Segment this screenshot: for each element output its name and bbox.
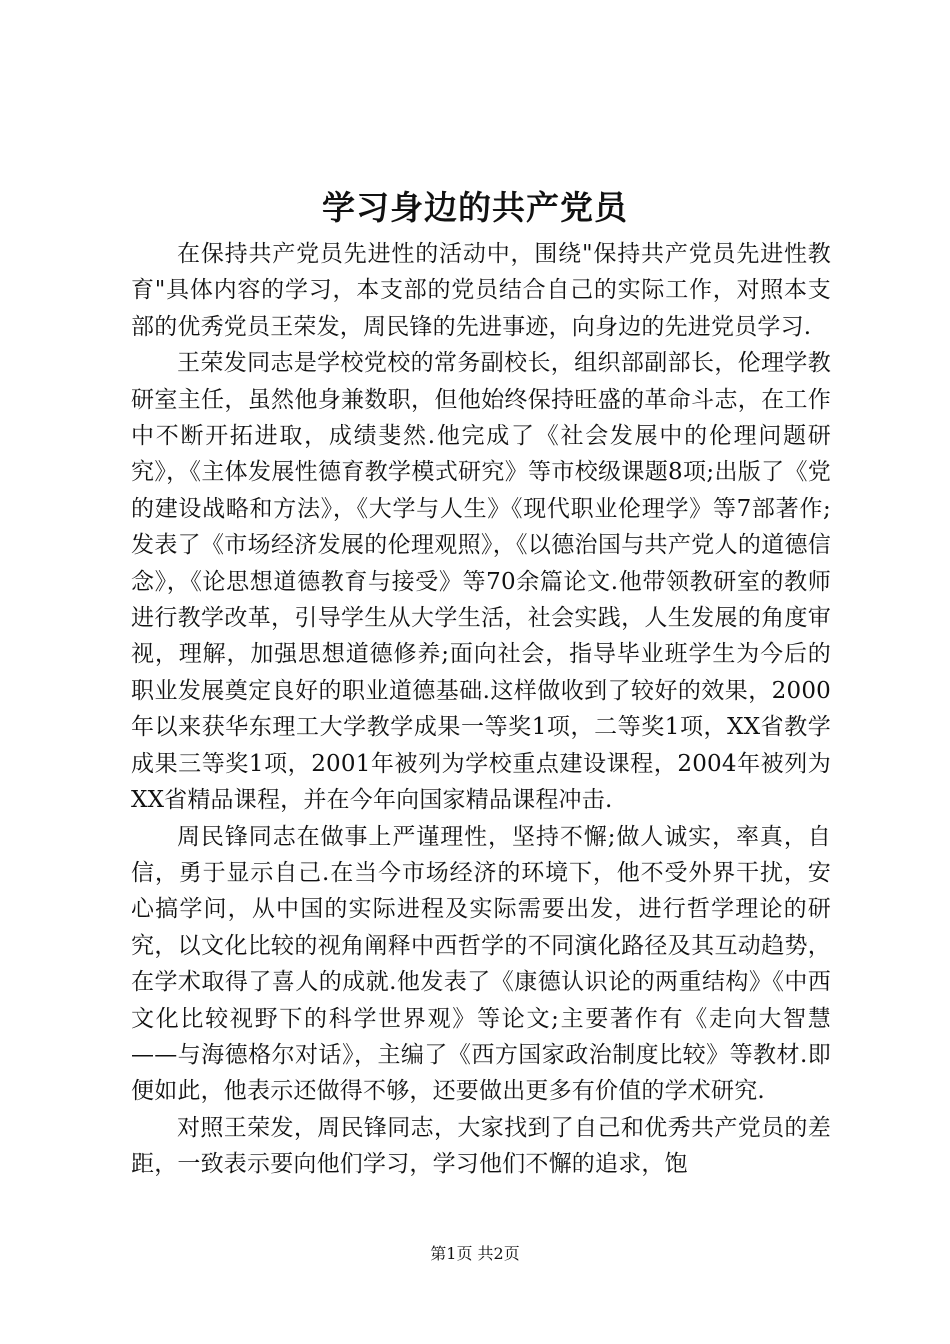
document-title: 学习身边的共产党员: [322, 188, 628, 227]
paragraph-wang-rongfa: 王荣发同志是学校党校的常务副校长，组织部副部长，伦理学教研室主任，虽然他身兼数职，但他始终保持旺盛的革命斗志，在工作中不断开拓进取，成绩斐然.他完成了《社会发展中的伦理问题研究》，《主体发展性德育教学模式研究》等市校级课题8项;出版了《党的建设战略和方法》，《大学与人生》《现代职业伦理学》等7部著作;发表了《市场经济发展的伦理观照》，《以德治国与共产党人的道德信念》，《论思想道德教育与接受》等70余篇论文.他带领教研室的教师进行教学改革，引导学生从大学生活，社会实践，人生发展的角度审视，理解，加强思想道德修养;面向社会，指导毕业班学生为今后的职业发展奠定良好的职业道德基础.这样做收到了较好的效果，2000年以来获华东理工大学教学成果一等奖1项，二等奖1项，XX省教学成果三等奖1项，2001年被列为学校重点建设课程，2004年被列为XX省精品课程，并在今年向国家精品课程冲击.: [131, 350, 831, 814]
page-footer: 第1页 共2页: [430, 1244, 520, 1263]
document-body: [131, 236, 831, 1183]
paragraph-intro: 在保持共产党员先进性的活动中，围绕"保持共产党员先进性教育"具体内容的学习，本支部的党员结合自己的实际工作，对照本支部的优秀党员王荣发，周民锋的先进事迹，向身边的先进党员学习.: [131, 241, 831, 340]
paragraph-comparison: 对照王荣发，周民锋同志，大家找到了自己和优秀共产党员的差距，一致表示要向他们学习，学习他们不懈的追求，饱: [131, 1114, 831, 1178]
paragraph-zhou-minfeng: 周民锋同志在做事上严谨理性，坚持不懈;做人诚实，率真，自信，勇于显示自己.在当今市场经济的环境下，他不受外界干扰，安心搞学问，从中国的实际进程及实际需要出发，进行哲学理论的研究，以文化比较的视角阐释中西哲学的不同演化路径及其互动趋势，在学术取得了喜人的成就.他发表了《康德认识论的两重结构》《中西文化比较视野下的科学世界观》等论文;主要著作有《走向大智慧——与海德格尔对话》，主编了《西方国家政治制度比较》等教材.即便如此，他表示还做得不够，还要做出更多有价值的学术研究.: [131, 823, 831, 1105]
